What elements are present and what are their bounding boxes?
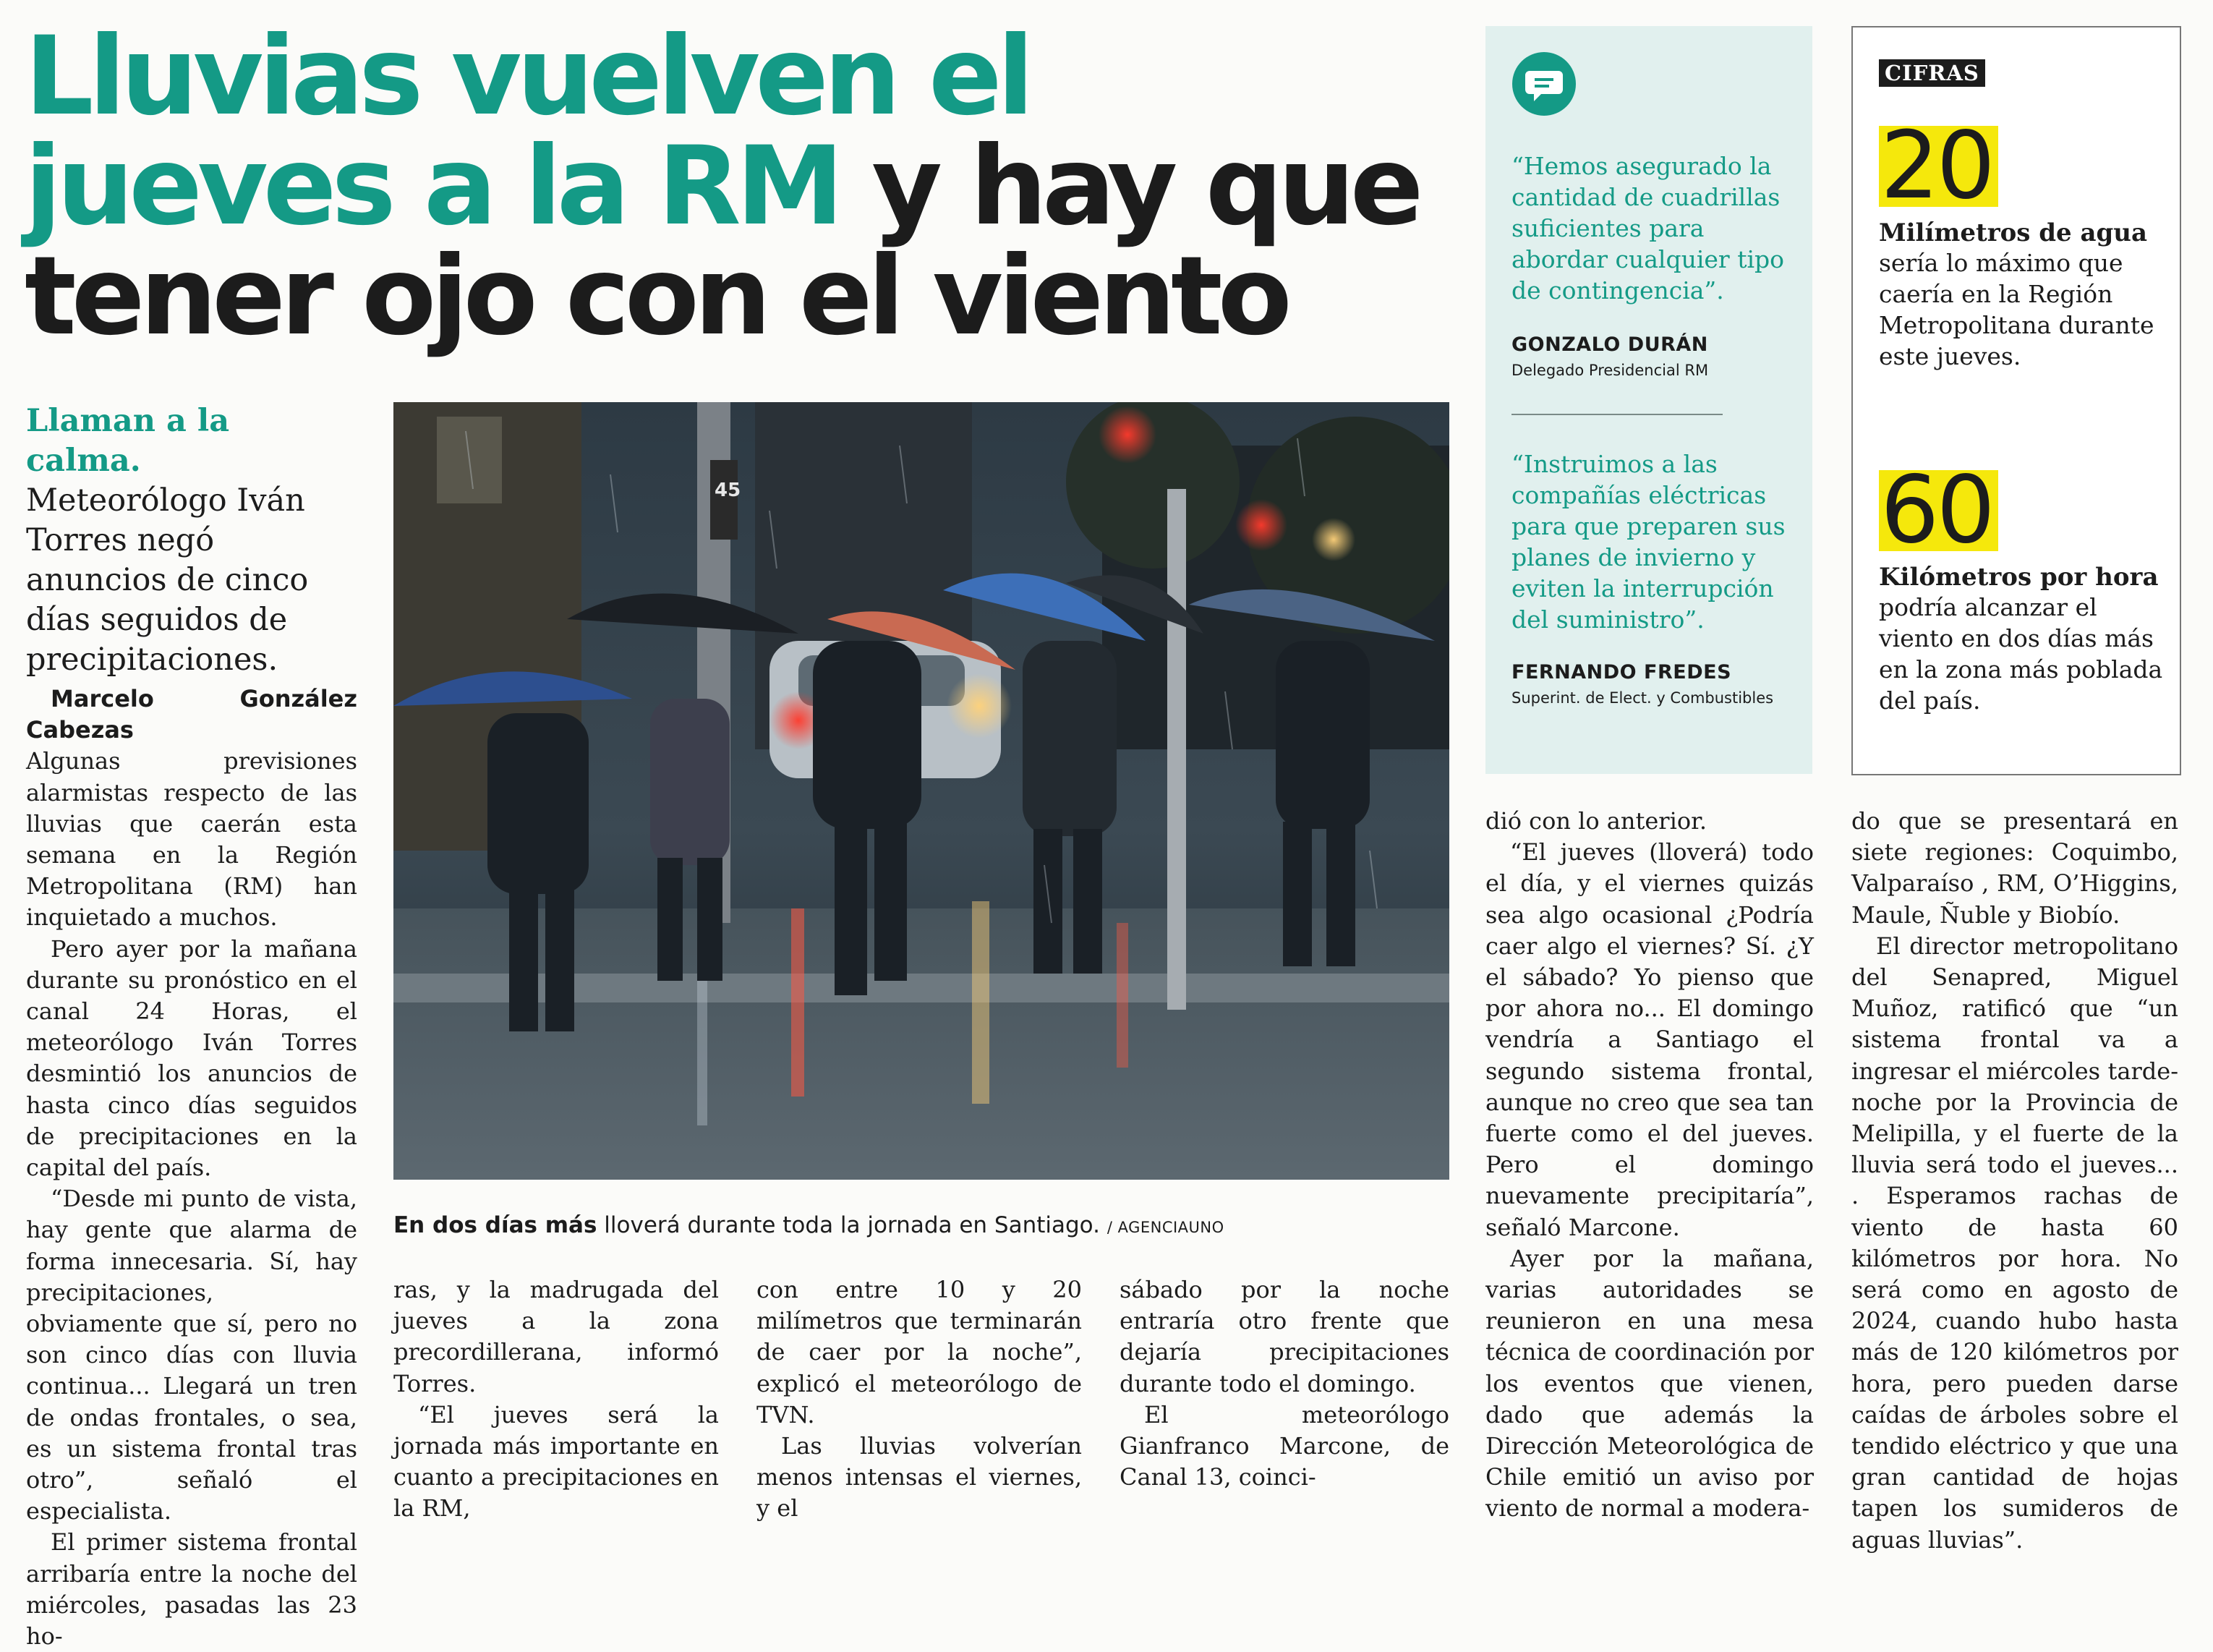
cifra-text: podría alcanzar el viento en dos días más en la zona más poblada del país. [1879, 593, 2163, 715]
cifra-title: Milímetros de agua [1879, 218, 2148, 247]
headline-line-3: tener ojo con el viento [25, 234, 1287, 359]
paragraph: El director metropolitano del Senapred, Miguel Muñoz, ratificó que “un sistema frontal va a ingresar el miércoles tarde-noche por la Provincia de Melipilla, y el fuerte de la lluvia será todo el jueves... . Esperamos rachas de viento de hasta 60 kilómetros por hora. No será como en agosto de 2024, cuando hubo hasta más de 120 kilómetros por hora, pero pueden darse caídas de árboles sobre el tendido eléctrico y que una gran cantidad de hojas tapen los sumideros de aguas lluvias”. [1851, 932, 2178, 1554]
caption-bold: En dos días más [393, 1212, 597, 1238]
paragraph: Las lluvias volverían menos intensas el viernes, y el [756, 1432, 1082, 1523]
byline: Marcelo González Cabezas [26, 685, 357, 744]
photo-credit: / AGENCIAUNO [1106, 1219, 1224, 1236]
cifra-text: sería lo máximo que caería en la Región Metropolitana durante este jueves. [1879, 249, 2154, 370]
paragraph: con entre 10 y 20 milímetros que terminarán de caer por la noche”, explicó el meteorólogo de TVN. [756, 1276, 1082, 1429]
cifra-number: 20 [1879, 126, 1998, 207]
headline [25, 14, 1478, 359]
article-column-6 [1851, 806, 2178, 1556]
quote-name: FERNANDO FREDES [1511, 661, 1732, 684]
cifra-item [1879, 112, 2168, 372]
cifra-title: Kilómetros por hora [1879, 563, 2159, 592]
paragraph: sábado por la noche entraría otro frente que dejaría precipitaciones durante todo el domingo. [1120, 1276, 1449, 1397]
paragraph: El primer sistema frontal arribaría entre la noche del miércoles, pasadas las 23 ho- [26, 1528, 357, 1651]
lead-text: Meteorólogo Iván Torres negó anuncios de cinco días seguidos de precipitaciones. [26, 482, 309, 678]
cifras-box [1851, 26, 2181, 775]
paragraph: ras, y la madrugada del jueves a la zona precordillerana, informó Torres. [393, 1276, 719, 1397]
quote-1 [1511, 150, 1801, 379]
headline-teal-part: jueves a la RM [25, 124, 840, 250]
paragraph: Pero ayer por la mañana durante su pronóstico en el canal 24 Horas, el meteorólogo Iván Torres desmintió los anuncios de hasta cinco días seguidos de precipitaciones en la capital del país. [26, 934, 357, 1182]
quote-2 [1511, 448, 1801, 707]
article-column-5 [1485, 806, 1814, 1525]
quote-role: Superint. de Elect. y Combustibles [1511, 689, 1774, 707]
paragraph: Algunas previsiones alarmistas respecto de las lluvias que caerán esta semana en la Región Metropolitana (RM) han inquietado a muchos. [26, 747, 357, 932]
news-photo [393, 402, 1449, 1180]
paragraph: “El jueves será la jornada más importante en cuanto a precipitaciones en la RM, [393, 1400, 719, 1523]
photo-caption [393, 1212, 1449, 1238]
quotes-box [1485, 26, 1812, 774]
cifra-item [1879, 456, 2168, 716]
article-column-2 [393, 1274, 719, 1525]
paragraph: Ayer por la mañana, varias autoridades se reunieron en una mesa técnica de coordinación por los eventos que vienen, dado que además la Dirección Meteorológica de Chile emitió un aviso por viento de normal a modera- [1485, 1244, 1814, 1523]
divider [1511, 414, 1723, 415]
headline-line-2 [25, 124, 1478, 250]
cifras-label: CIFRAS [1879, 59, 1985, 87]
quote-text: “Instruimos a las compañías eléctricas para que preparen sus planes de invierno y eviten la interrupción del suministro”. [1511, 450, 1786, 634]
lead [26, 401, 344, 680]
lead-kicker: Llaman a la calma. [26, 403, 230, 479]
article-column-4 [1120, 1274, 1449, 1493]
quote-role: Delegado Presidencial RM [1511, 362, 1709, 379]
headline-line-1: Lluvias vuelven el [25, 14, 1030, 140]
caption-text: lloverá durante toda la jornada en Santiago. [604, 1212, 1100, 1238]
headline-black-part: y hay que [871, 124, 1419, 250]
paragraph: “Desde mi punto de vista, hay gente que alarma de forma innecesaria. Sí, hay precipitaciones, obviamente que sí, pero no son cinco días con lluvia continua... Llegará un tren de ondas frontales, o sea, es un sistema frontal tras otro”, señaló el especialista. [26, 1185, 357, 1525]
pole-number: 45 [715, 480, 741, 501]
cifra-number: 60 [1879, 470, 1998, 551]
article-column-3 [756, 1274, 1082, 1525]
paragraph: dió con lo anterior. [1485, 807, 1707, 835]
rain-street-photo [393, 402, 1449, 1180]
quote-name: GONZALO DURÁN [1511, 333, 1708, 356]
paragraph: “El jueves (lloverá) todo el día, y el viernes quizás sea algo ocasional ¿Podría caer algo el viernes? Sí. ¿Y el sábado? Yo pienso que por ahora no... El domingo vendría a Santiago el segundo sistema frontal, aunque no creo que sea tan fuerte como el del jueves. Pero el domingo nuevamente precipitaría”, señaló Marcone. [1485, 838, 1814, 1241]
paragraph: El meteorólogo Gianfranco Marcone, de Canal 13, coinci- [1120, 1400, 1449, 1491]
article-column-1 [26, 684, 357, 1652]
paragraph: do que se presentará en siete regiones: Coquimbo, Valparaíso , RM, O’Higgins, Maule, Ñuble y Biobío. [1851, 807, 2178, 929]
speech-bubble-icon [1512, 52, 1576, 116]
quote-text: “Hemos asegurado la cantidad de cuadrillas suficientes para abordar cualquier tipo de contingencia”. [1511, 152, 1785, 305]
